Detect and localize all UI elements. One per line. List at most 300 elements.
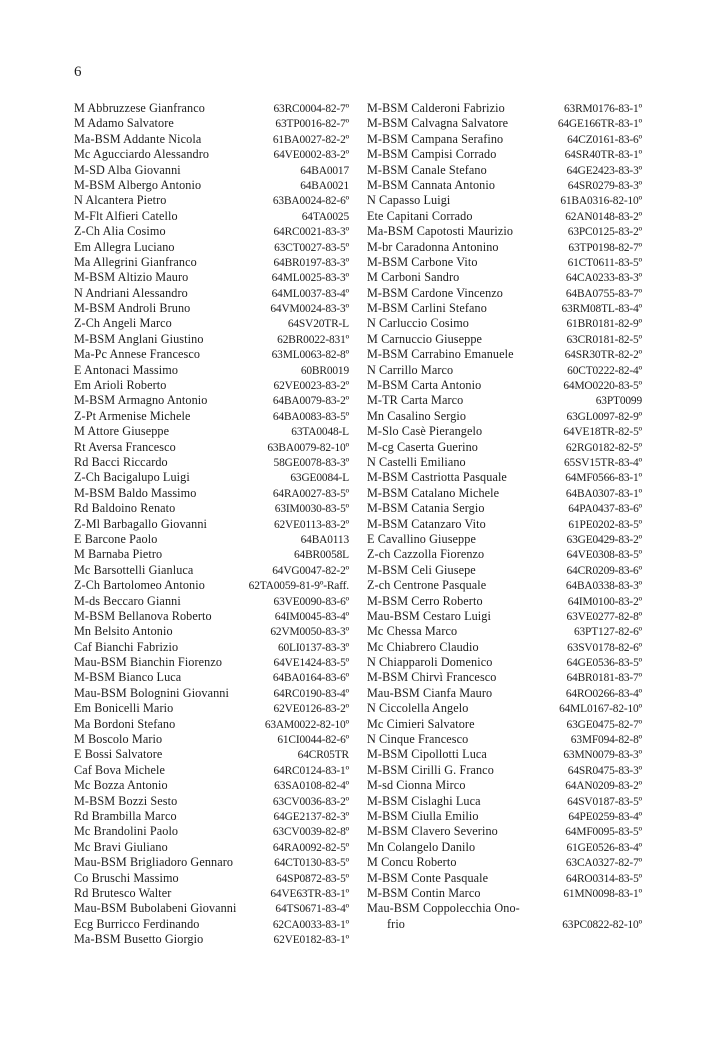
person-name: Mn Belsito Antonio: [74, 624, 173, 639]
registration-code: 64SR40TR-83-1º: [564, 149, 642, 162]
list-item: [74, 778, 349, 793]
registration-code: 64CA0233-83-3º: [565, 272, 642, 285]
person-name: M-BSM Catanzaro Vito: [367, 516, 486, 531]
registration-code: 64VG0047-82-2º: [272, 564, 349, 577]
page-number: 6: [74, 64, 82, 80]
person-name: M-BSM Catalano Michele: [367, 485, 500, 500]
registration-code: 64GE0536-83-5º: [566, 657, 642, 670]
person-name: M Barnaba Pietro: [74, 547, 163, 562]
person-name: Mau-BSM Bolognini Giovanni: [74, 685, 229, 700]
list-item: [74, 455, 349, 470]
list-item: [367, 147, 642, 162]
list-item: [74, 578, 349, 593]
registration-code: 63CV0039-82-8º: [272, 826, 349, 839]
person-name: Em Bonicelli Mario: [74, 701, 174, 716]
list-item: [367, 424, 642, 439]
list-item: [367, 717, 642, 732]
registration-code: 64CR0209-83-6º: [566, 564, 642, 577]
person-name: M-BSM Cipollotti Luca: [367, 747, 487, 762]
list-item: [74, 624, 349, 639]
person-name: Ma-BSM Busetto Giorgio: [74, 932, 204, 947]
person-name: N Carluccio Cosimo: [367, 316, 469, 331]
person-name: E Antonaci Massimo: [74, 362, 179, 377]
list-item: [74, 393, 349, 408]
person-name: Mn Casalino Sergio: [367, 408, 467, 423]
list-item: [74, 563, 349, 578]
person-name: M-cg Caserta Guerino: [367, 439, 478, 454]
registration-code: 64TA0025: [301, 210, 349, 223]
registration-code: 62VE0023-83-2º: [273, 380, 349, 393]
registration-code: 64RO0266-83-4º: [565, 687, 642, 700]
person-name: Z-Pt Armenise Michele: [74, 408, 191, 423]
registration-code: 63PT127-82-6º: [573, 626, 642, 639]
registration-code: 64RC0021-83-3º: [273, 226, 349, 239]
registration-code: 64VE18TR-82-5º: [563, 426, 642, 439]
person-name: M Adamo Salvatore: [74, 116, 174, 131]
list-item: [367, 316, 642, 331]
person-name: N Alcantera Pietro: [74, 193, 167, 208]
registration-code: 64IM0045-83-4º: [274, 610, 349, 623]
person-name: M-BSM Cislaghi Luca: [367, 793, 481, 808]
list-item: [367, 871, 642, 886]
registration-code: 64SR30TR-82-2º: [564, 349, 642, 362]
registration-code: 62VE0113-83-2º: [273, 518, 349, 531]
registration-code: 64BA0338-83-3º: [565, 580, 642, 593]
person-name: Mau-BSM Bubolabeni Giovanni: [74, 901, 237, 916]
person-name: Mau-BSM Bianchin Fiorenzo: [74, 655, 223, 670]
registration-code: 64VM0024-83-3º: [270, 303, 349, 316]
person-name: Z-ch Cazzolla Fiorenzo: [367, 547, 485, 562]
registration-code: 64SP0872-83-5º: [276, 872, 349, 885]
list-item: [367, 116, 642, 131]
person-name: Caf Bianchi Fabrizio: [74, 639, 179, 654]
person-name: Rd Brambilla Marco: [74, 808, 177, 823]
list-item: [74, 440, 349, 455]
person-name: M-BSM Campana Serafino: [367, 131, 504, 146]
list-item: [74, 917, 349, 932]
person-name: M-BSM Carta Antonio: [367, 378, 482, 393]
list-item: [367, 193, 642, 208]
registration-code: 63PT0099: [595, 395, 642, 408]
list-item: [74, 332, 349, 347]
registration-code: 64GE166TR-83-1º: [557, 118, 642, 131]
list-item: [74, 717, 349, 732]
registration-code: 64ML0025-83-3º: [271, 272, 349, 285]
list-item: [74, 871, 349, 886]
registration-code: 62RG0182-82-5º: [565, 441, 642, 454]
left-column: [74, 101, 349, 947]
person-name: M-BSM Cannata Antonio: [367, 177, 496, 192]
registration-code: 64ML0167-82-10º: [559, 703, 642, 716]
list-item: [74, 609, 349, 624]
person-name: Mc Cimieri Salvatore: [367, 716, 475, 731]
list-item: [367, 732, 642, 747]
person-name: M-br Caradonna Antonino: [367, 239, 499, 254]
list-item: [367, 301, 642, 316]
person-name: N Carrillo Marco: [367, 362, 454, 377]
registration-code: 64MO0220-83-5º: [563, 380, 642, 393]
list-item: [74, 316, 349, 331]
person-name: Mc Agucciardo Alessandro: [74, 147, 210, 162]
person-name: M-BSM Chirvì Francesco: [367, 670, 497, 685]
list-item: [74, 224, 349, 239]
person-name: Ma-BSM Capotosti Maurizio: [367, 224, 514, 239]
person-name: M-BSM Baldo Massimo: [74, 485, 197, 500]
person-name: Rd Brutesco Walter: [74, 885, 172, 900]
list-item: [74, 932, 349, 947]
person-name: N Castelli Emiliano: [367, 454, 466, 469]
list-item: [74, 855, 349, 870]
person-name: M-BSM Bianco Luca: [74, 670, 182, 685]
list-item: [74, 486, 349, 501]
registration-code: 64GE2423-83-3º: [566, 164, 642, 177]
person-name: Em Arioli Roberto: [74, 378, 167, 393]
registration-code: 64BA0755-83-7º: [565, 287, 642, 300]
list-item: [367, 486, 642, 501]
list-item: [74, 270, 349, 285]
registration-code: 64TS0671-83-4º: [275, 903, 349, 916]
registration-code: 64IM0100-83-2º: [567, 595, 642, 608]
list-item: [367, 686, 642, 701]
list-item: [74, 424, 349, 439]
list-item: [74, 901, 349, 916]
list-item: [74, 686, 349, 701]
list-item: [74, 470, 349, 485]
person-name: Mau-BSM Cianfa Mauro: [367, 685, 493, 700]
person-name: M-SD Alba Giovanni: [74, 162, 181, 177]
registration-code: 63CR0181-82-5º: [566, 333, 642, 346]
person-name: N Cinque Francesco: [367, 732, 469, 747]
person-name: Rt Aversa Francesco: [74, 439, 176, 454]
registration-code: 63GE0084-L: [290, 472, 349, 485]
list-item: [367, 840, 642, 855]
list-item: [74, 301, 349, 316]
list-item: [74, 378, 349, 393]
registration-code: 62VE0126-83-2º: [273, 703, 349, 716]
person-name: Z-Ch Bacigalupo Luigi: [74, 470, 190, 485]
list-item: [367, 578, 642, 593]
registration-code: 60LI0137-83-3º: [277, 641, 349, 654]
registration-code: 63AM0022-82-10º: [264, 718, 349, 731]
list-item: [74, 532, 349, 547]
person-name: M-TR Carta Marco: [367, 393, 464, 408]
list-item: [367, 270, 642, 285]
registration-code: 64RA0092-82-5º: [272, 841, 349, 854]
list-item: [74, 240, 349, 255]
registration-code: 63GE0475-82-7º: [566, 718, 642, 731]
registration-code: 64BA0307-83-1º: [565, 487, 642, 500]
list-item: [367, 332, 642, 347]
registration-code: 64RO0314-83-5º: [565, 872, 642, 885]
registration-code: 63RM0176-83-1º: [563, 103, 642, 115]
person-name: Co Bruschi Massimo: [74, 870, 179, 885]
registration-code: 64VE1424-83-5º: [273, 657, 349, 670]
registration-code: 64BA0017: [300, 164, 349, 177]
registration-code: 63GL0097-82-9º: [566, 410, 642, 423]
person-name: N Chiapparoli Domenico: [367, 655, 493, 670]
registration-code: 64SV20TR-L: [287, 318, 349, 331]
person-name: M-BSM Castriotta Pasquale: [367, 470, 507, 485]
list-item: [367, 763, 642, 778]
list-item: [367, 517, 642, 532]
list-item: [367, 347, 642, 362]
registration-code: 61CI0044-82-6º: [277, 734, 349, 747]
person-name: E Bossi Salvatore: [74, 747, 163, 762]
registration-code: 64RC0190-83-4º: [273, 687, 349, 700]
list-item: [367, 532, 642, 547]
person-name: Z-Ch Angeli Marco: [74, 316, 172, 331]
person-name: M Carboni Sandro: [367, 270, 460, 285]
registration-code: 64MF0566-83-1º: [565, 472, 642, 485]
registration-code: 65SV15TR-83-4º: [563, 456, 642, 469]
registration-code: 64BA0164-83-6º: [272, 672, 349, 685]
list-item: [367, 363, 642, 378]
person-name: M-BSM Armagno Antonio: [74, 393, 208, 408]
person-name: M-BSM Cirilli G. Franco: [367, 762, 494, 777]
list-item: [74, 655, 349, 670]
list-item: [367, 378, 642, 393]
person-name: N Capasso Luigi: [367, 193, 451, 208]
person-name: Mau-BSM Cestaro Luigi: [367, 608, 491, 623]
registration-code: 63TP0016-82-7º: [275, 118, 349, 131]
list-item: [74, 501, 349, 516]
person-name: Ete Capitani Corrado: [367, 208, 473, 223]
list-item: [74, 517, 349, 532]
list-item: [367, 255, 642, 270]
list-item: [74, 840, 349, 855]
registration-code: 62BR0022-831º: [277, 333, 349, 346]
registration-code: 62TA0059-81-9º-Raff.: [248, 580, 349, 593]
person-name: Mn Colangelo Danilo: [367, 839, 476, 854]
list-item: [367, 917, 642, 932]
list-item: [74, 794, 349, 809]
list-item: [367, 794, 642, 809]
person-name: Rd Baldoino Renato: [74, 501, 176, 516]
registration-code: 58GE0078-83-3º: [273, 456, 349, 469]
list-item: [367, 101, 642, 116]
list-item: [367, 855, 642, 870]
list-item: [367, 547, 642, 562]
list-item: [367, 563, 642, 578]
registration-code: 61BA0027-82-2º: [272, 133, 349, 146]
list-item: [74, 886, 349, 901]
list-item: [74, 255, 349, 270]
person-name: M Abbruzzese Gianfranco: [74, 101, 205, 115]
list-item: [367, 440, 642, 455]
list-item: [74, 594, 349, 609]
person-name: Mc Chiabrero Claudio: [367, 639, 479, 654]
registration-code: 64RA0027-83-5º: [272, 487, 349, 500]
person-name: Mc Brandolini Paolo: [74, 824, 179, 839]
list-item: [74, 147, 349, 162]
list-item: [74, 547, 349, 562]
person-name: Ma-BSM Addante Nicola: [74, 131, 202, 146]
list-item: [367, 455, 642, 470]
right-column: [367, 101, 642, 932]
list-item: [74, 132, 349, 147]
list-item: [367, 393, 642, 408]
person-name: M-BSM Cerro Roberto: [367, 593, 483, 608]
list-item: [367, 132, 642, 147]
person-name: M-BSM Carbone Vito: [367, 254, 478, 269]
registration-code: 64BR0181-83-7º: [566, 672, 642, 685]
person-name: M-BSM Conte Pasquale: [367, 870, 489, 885]
list-item: [367, 163, 642, 178]
list-item: [367, 209, 642, 224]
list-item: [367, 778, 642, 793]
list-item: [74, 747, 349, 762]
list-item: [74, 347, 349, 362]
person-name: M-BSM Ciulla Emilio: [367, 808, 479, 823]
list-item: [367, 624, 642, 639]
person-name: Caf Bova Michele: [74, 762, 165, 777]
list-item: [74, 809, 349, 824]
person-name: M-BSM Bozzi Sesto: [74, 793, 178, 808]
list-item: [74, 209, 349, 224]
registration-code: 61MN0098-83-1º: [563, 887, 642, 900]
registration-code: 63GE0429-83-2º: [566, 533, 642, 546]
registration-code: 64VE63TR-83-1º: [270, 887, 349, 900]
person-name: M-BSM Catania Sergio: [367, 501, 485, 516]
person-name: M-BSM Anglani Giustino: [74, 331, 204, 346]
person-name: M-BSM Celi Giusepe: [367, 562, 476, 577]
registration-code: 64SR0279-83-3º: [567, 179, 642, 192]
list-item: [367, 901, 642, 916]
registration-code: 61BR0181-82-9º: [566, 318, 642, 331]
person-name: M Attore Giuseppe: [74, 424, 170, 439]
registration-code: 63BA0079-82-10º: [267, 441, 349, 454]
list-item: [74, 101, 349, 116]
registration-code: 62VE0182-83-1º: [273, 934, 349, 947]
person-name: M-BSM Calvagna Salvatore: [367, 116, 509, 131]
registration-code: 63SV0178-82-6º: [567, 641, 642, 654]
list-item: [74, 763, 349, 778]
person-name: Mc Barsottelli Gianluca: [74, 562, 194, 577]
registration-code: 63RM08TL-83-4º: [561, 303, 642, 316]
list-item: [74, 163, 349, 178]
person-name: E Barcone Paolo: [74, 531, 158, 546]
person-name: M-BSM Albergo Antonio: [74, 177, 202, 192]
list-item: [74, 732, 349, 747]
registration-code: 64CR05TR: [297, 749, 349, 762]
registration-code: 63CV0036-83-2º: [272, 795, 349, 808]
person-name: Z-ch Centrone Pasquale: [367, 578, 487, 593]
registration-code: 63MN0079-83-3º: [563, 749, 642, 762]
registration-code: 64CZ0161-83-6º: [567, 133, 642, 146]
person-name: Mc Bozza Antonio: [74, 778, 168, 793]
person-name: M-BSM Bellanova Roberto: [74, 608, 212, 623]
person-name: Mau-BSM Coppolecchia Ono-: [367, 901, 520, 916]
registration-code: 64AN0209-83-2º: [565, 780, 642, 793]
list-item: [74, 409, 349, 424]
registration-code: 63PC0822-82-10º: [562, 918, 642, 931]
list-item: [367, 824, 642, 839]
registration-code: 64RC0124-83-1º: [273, 764, 349, 777]
person-name: Ma Allegrini Gianfranco: [74, 254, 197, 269]
person-name: Z-Ml Barbagallo Giovanni: [74, 516, 208, 531]
registration-code: 64GE2137-82-3º: [273, 810, 349, 823]
registration-code: 64BR0197-83-3º: [273, 256, 349, 269]
person-name: frio: [387, 916, 405, 931]
registration-code: 61PE0202-83-5º: [568, 518, 642, 531]
person-name: Z-Ch Bartolomeo Antonio: [74, 578, 205, 593]
person-name: M-BSM Androli Bruno: [74, 301, 191, 316]
list-item: [367, 240, 642, 255]
person-name: M-Flt Alfieri Catello: [74, 208, 178, 223]
registration-code: 64PA0437-83-6º: [568, 503, 642, 516]
registration-code: 64BR0058L: [294, 549, 349, 562]
registration-code: 64PE0259-83-4º: [568, 810, 642, 823]
person-name: Z-Ch Alia Cosimo: [74, 224, 166, 239]
list-item: [367, 224, 642, 239]
list-item: [367, 655, 642, 670]
list-item: [367, 886, 642, 901]
person-name: Em Allegra Luciano: [74, 239, 175, 254]
list-item: [367, 701, 642, 716]
person-name: N Andriani Alessandro: [74, 285, 188, 300]
person-name: Mau-BSM Brigliadoro Gennaro: [74, 855, 234, 870]
list-item: [367, 747, 642, 762]
registration-code: 64VE0308-83-5º: [566, 549, 642, 562]
registration-code: 62AN0148-83-2º: [565, 210, 642, 223]
person-name: M Boscolo Mario: [74, 732, 163, 747]
list-item: [367, 286, 642, 301]
registration-code: 60BR0019: [300, 364, 349, 377]
person-name: M-BSM Contin Marco: [367, 885, 481, 900]
person-name: Ecg Burricco Ferdinando: [74, 916, 200, 931]
person-name: M-BSM Campisi Corrado: [367, 147, 497, 162]
list-item: [74, 178, 349, 193]
registration-code: 63PC0125-83-2º: [567, 226, 642, 239]
list-item: [367, 178, 642, 193]
person-name: Mc Bravi Giuliano: [74, 839, 168, 854]
registration-code: 63VE0277-82-8º: [566, 610, 642, 623]
registration-code: 64VE0002-83-2º: [273, 149, 349, 162]
list-item: [367, 409, 642, 424]
person-name: M-BSM Altizio Mauro: [74, 270, 189, 285]
registration-code: 61CT0611-83-5º: [567, 256, 642, 269]
registration-code: 64CT0130-83-5º: [274, 857, 349, 870]
list-item: [74, 824, 349, 839]
registration-code: 64BA0113: [300, 533, 349, 546]
person-name: M Concu Roberto: [367, 855, 457, 870]
registration-code: 61GE0526-83-4º: [566, 841, 642, 854]
registration-code: 64BA0079-83-2º: [272, 395, 349, 408]
list-item: [367, 594, 642, 609]
list-item: [74, 640, 349, 655]
registration-code: 63SA0108-82-4º: [274, 780, 349, 793]
person-name: M-Slo Casè Pierangelo: [367, 424, 483, 439]
registration-code: 63TA0048-L: [291, 426, 349, 439]
person-name: M-BSM Calderoni Fabrizio: [367, 101, 505, 115]
registration-code: 63RC0004-82-7º: [273, 103, 349, 115]
person-name: Ma-Pc Annese Francesco: [74, 347, 201, 362]
registration-code: 63VE0090-83-6º: [273, 595, 349, 608]
person-name: N Ciccolella Angelo: [367, 701, 469, 716]
list-item: [74, 670, 349, 685]
registration-code: 63BA0024-82-6º: [272, 195, 349, 208]
list-item: [74, 116, 349, 131]
person-name: Ma Bordoni Stefano: [74, 716, 176, 731]
registration-code: 64SR0475-83-3º: [567, 764, 642, 777]
list-item: [74, 193, 349, 208]
list-item: [74, 286, 349, 301]
person-name: M-BSM Canale Stefano: [367, 162, 487, 177]
list-item: [74, 701, 349, 716]
list-item: [367, 609, 642, 624]
person-name: E Cavallino Giuseppe: [367, 531, 476, 546]
list-item: [367, 501, 642, 516]
